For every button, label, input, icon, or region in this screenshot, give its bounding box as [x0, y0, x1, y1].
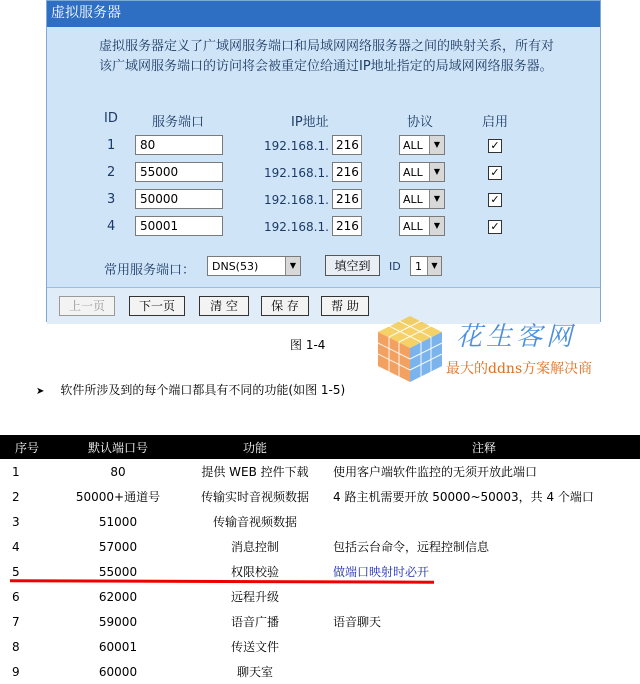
cell-function: 聊天室 — [236, 665, 273, 679]
cell-function: 远程升级 — [230, 590, 279, 604]
header-protocol: 协议 — [407, 115, 434, 130]
table-row — [0, 484, 640, 509]
cell-port: 57000 — [98, 539, 138, 554]
header-id: ID — [104, 111, 118, 126]
cell-index: 5 — [12, 564, 20, 579]
cell-port: 62000 — [98, 589, 138, 604]
table-row — [0, 509, 640, 534]
enabled-checkbox[interactable]: ✓ — [488, 220, 502, 234]
figure-caption: 图 1-4 — [290, 338, 326, 352]
panel-body — [47, 27, 600, 287]
ip-prefix: 192.168.1. — [264, 166, 329, 180]
panel-title: 虚拟服务器 — [47, 1, 600, 27]
server-row — [47, 162, 600, 186]
dropdown-arrow-icon: ▼ — [429, 136, 444, 154]
cell-index: 3 — [12, 514, 20, 529]
col-header-index: 序号 — [0, 435, 55, 459]
save-button[interactable]: 保 存 — [261, 296, 309, 316]
common-service-select[interactable] — [207, 256, 301, 276]
table-row — [0, 634, 640, 659]
cell-function: 提供 WEB 控件下载 — [201, 465, 309, 479]
col-header-port: 默认端口号 — [55, 435, 181, 459]
cell-port: 51000 — [98, 514, 138, 529]
dropdown-arrow-icon: ▼ — [429, 163, 444, 181]
ip-last-octet-input[interactable]: 216 — [332, 135, 362, 155]
cell-function: 传输实时音视频数据 — [200, 490, 309, 504]
next-page-button[interactable]: 下一页 — [129, 296, 185, 316]
dropdown-arrow-icon: ▼ — [429, 190, 444, 208]
cell-note: 包括云台命令，远程控制信息 — [333, 540, 490, 554]
dropdown-arrow-icon: ▼ — [427, 257, 441, 275]
row-id: 2 — [107, 165, 116, 180]
dropdown-arrow-icon: ▼ — [429, 217, 444, 235]
protocol-value: ALL — [403, 139, 423, 152]
enabled-checkbox[interactable]: ✓ — [488, 139, 502, 153]
cell-note — [329, 584, 640, 609]
arrow-bullet-icon: ➤ — [36, 386, 45, 397]
cell-index: 8 — [12, 639, 20, 654]
virtual-server-panel — [46, 0, 601, 322]
cell-note: 语音聊天 — [333, 615, 382, 629]
port-input[interactable]: 50001 — [135, 216, 223, 236]
panel-description: 虚拟服务器定义了广域网服务端口和局域网网络服务器之间的映射关系，所有对该广域网服务端口的访问将会被重定位给通过IP地址指定的局域网网络服务器。 — [99, 39, 555, 74]
protocol-select[interactable] — [399, 135, 445, 155]
cell-port: 59000 — [98, 614, 138, 629]
cell-index: 6 — [12, 589, 20, 604]
common-service-value: DNS(53) — [212, 260, 259, 273]
ip-prefix: 192.168.1. — [264, 193, 329, 207]
common-service-label: 常用服务端口： — [104, 263, 196, 278]
row-id: 4 — [107, 219, 116, 234]
table-row — [0, 459, 640, 484]
cube-logo-icon — [376, 314, 444, 384]
cell-function: 语音广播 — [230, 615, 279, 629]
cell-index: 7 — [12, 614, 20, 629]
prev-page-button[interactable]: 上一页 — [59, 296, 115, 316]
cell-note — [329, 509, 640, 534]
cell-note: 4 路主机需要开放 50000~50003，共 4 个端口 — [333, 490, 594, 504]
common-service-row — [47, 255, 600, 279]
fill-to-button[interactable]: 填空到 — [325, 255, 380, 276]
table-row — [0, 609, 640, 634]
table-row — [0, 584, 640, 609]
cell-index: 2 — [12, 489, 20, 504]
protocol-value: ALL — [403, 166, 423, 179]
clear-button[interactable]: 清 空 — [199, 296, 249, 316]
ip-last-octet-input[interactable]: 216 — [332, 216, 362, 236]
port-input[interactable]: 80 — [135, 135, 223, 155]
enabled-checkbox[interactable]: ✓ — [488, 193, 502, 207]
cell-index: 9 — [12, 664, 20, 679]
header-ip: IP地址 — [291, 115, 329, 130]
server-row — [47, 216, 600, 240]
server-row — [47, 135, 600, 159]
enabled-checkbox[interactable]: ✓ — [488, 166, 502, 180]
header-port: 服务端口 — [152, 115, 205, 130]
bullet-paragraph — [36, 381, 345, 398]
protocol-select[interactable] — [399, 189, 445, 209]
protocol-select[interactable] — [399, 162, 445, 182]
protocol-value: ALL — [403, 193, 423, 206]
protocol-value: ALL — [403, 220, 423, 233]
cell-note: 做端口映射时必开 — [333, 565, 430, 579]
cell-port: 60000 — [98, 664, 138, 679]
help-button[interactable]: 帮 助 — [321, 296, 369, 316]
table-row — [0, 534, 640, 559]
cell-port: 80 — [110, 464, 126, 479]
cell-port: 50000+通道号 — [75, 490, 161, 504]
cell-function: 传输音视频数据 — [212, 515, 297, 529]
row-id: 1 — [107, 138, 116, 153]
watermark-subtitle: 最大的ddns方案解决商 — [446, 361, 593, 377]
protocol-select[interactable] — [399, 216, 445, 236]
row-id: 3 — [107, 192, 116, 207]
cell-port: 55000 — [98, 564, 138, 579]
table-header-row — [0, 435, 640, 459]
fill-id-select[interactable] — [410, 256, 442, 276]
cell-note — [329, 634, 640, 659]
dropdown-arrow-icon: ▼ — [285, 257, 300, 275]
cell-index: 4 — [12, 539, 20, 554]
ip-prefix: 192.168.1. — [264, 220, 329, 234]
fill-id-value: 1 — [415, 260, 422, 273]
ip-last-octet-input[interactable]: 216 — [332, 189, 362, 209]
ip-last-octet-input[interactable]: 216 — [332, 162, 362, 182]
cell-function: 消息控制 — [230, 540, 279, 554]
port-input[interactable]: 50000 — [135, 189, 223, 209]
port-input[interactable]: 55000 — [135, 162, 223, 182]
cell-function: 权限校验 — [230, 565, 279, 579]
watermark-title: 花生客网 — [456, 322, 577, 352]
col-header-function: 功能 — [181, 435, 329, 459]
ip-prefix: 192.168.1. — [264, 139, 329, 153]
col-header-note: 注释 — [329, 435, 640, 459]
cell-index: 1 — [12, 464, 20, 479]
fill-id-label: ID — [389, 260, 401, 273]
cell-note: 使用客户端软件监控的无须开放此端口 — [333, 465, 538, 479]
cell-port: 60001 — [98, 639, 138, 654]
cell-function: 传送文件 — [230, 640, 279, 654]
server-row — [47, 189, 600, 213]
bullet-text: 软件所涉及到的每个端口都具有不同的功能(如图 1-5) — [60, 383, 346, 397]
header-enabled: 启用 — [482, 115, 509, 130]
port-function-table — [0, 435, 640, 684]
